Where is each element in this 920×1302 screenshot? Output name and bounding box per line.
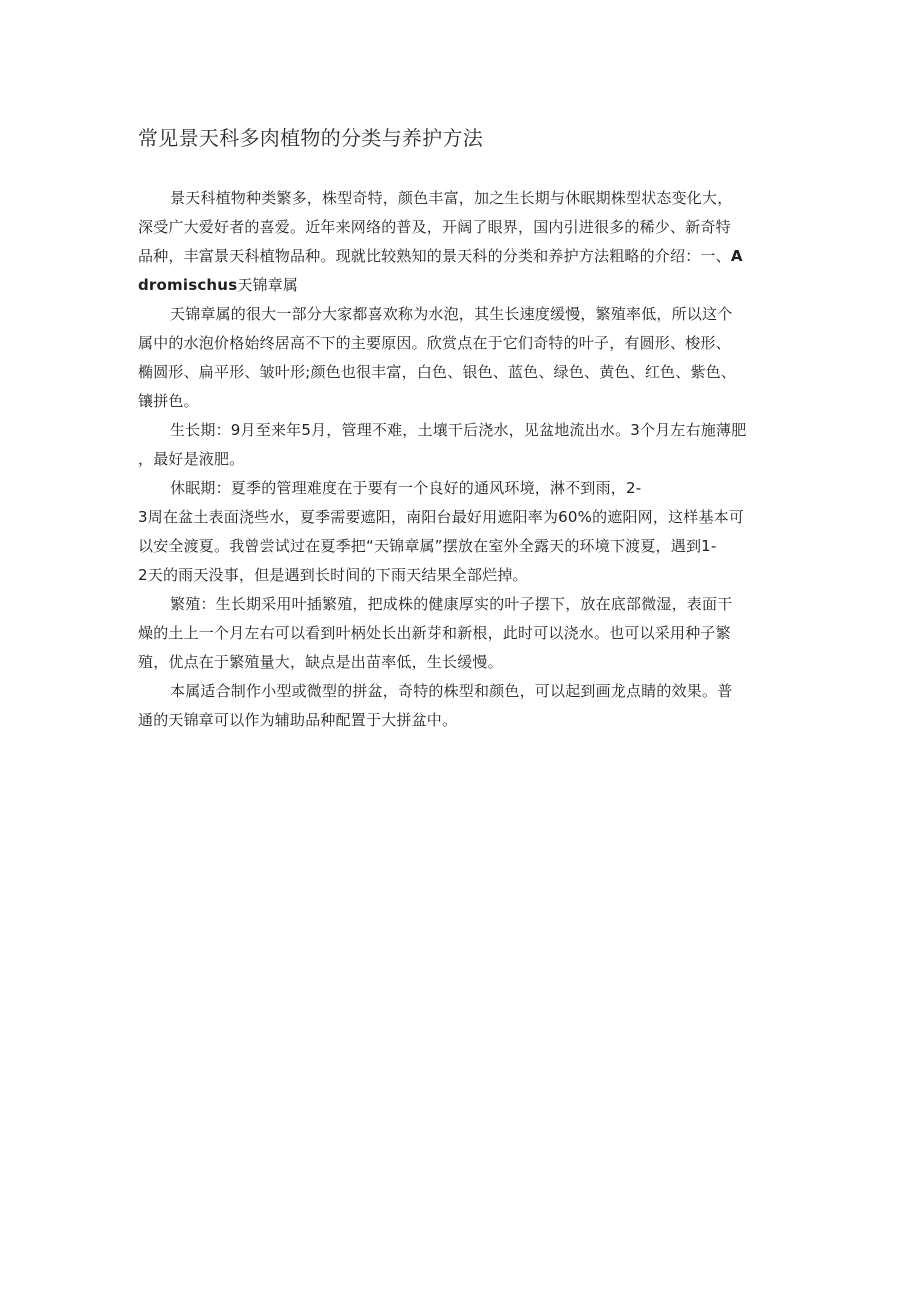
text-segment: 品种，丰富景天科植物品种。现就比较熟知的景天科的分类和养护方法粗略的介绍：一、 — [138, 247, 731, 265]
text-line: 休眠期：夏季的管理难度在于要有一个良好的通风环境，淋不到雨，2- — [170, 479, 642, 497]
genus-latin-name: dromischus — [138, 276, 238, 294]
text-line: 属中的水泡价格始终居高不下的主要原因。欣赏点在于它们奇特的叶子，有圆形、梭形、 — [138, 334, 731, 352]
text-line: 2天的雨天没事，但是遇到长时间的下雨天结果全部烂掉。 — [138, 566, 528, 584]
text-line: 繁殖：生长期采用叶插繁殖，把成株的健康厚实的叶子摆下，放在底部微湿，表面干 — [170, 595, 733, 613]
text-line: 生长期：9月至来年5月，管理不难，土壤干后浇水，见盆地流出水。3个月左右施薄肥 — [170, 421, 747, 439]
text-line: 通的天锦章可以作为辅助品种配置于大拼盆中。 — [138, 711, 458, 729]
text-line — [138, 271, 794, 300]
text-line: 本属适合制作小型或微型的拼盆，奇特的株型和颜色，可以起到画龙点睛的效果。普 — [170, 682, 733, 700]
document-title: 常见景天科多肉植物的分类与养护方法 — [138, 126, 484, 150]
text-line: 椭圆形、扁平形、皱叶形;颜色也很丰富，白色、银色、蓝色、绿色、黄色、红色、紫色、 — [138, 363, 737, 381]
text-line: 3周在盆土表面浇些水，夏季需要遮阳，南阳台最好用遮阳率为60%的遮阳网，这样基本可 — [138, 508, 745, 526]
text-line — [138, 242, 794, 271]
text-line: 景天科植物种类繁多，株型奇特，颜色丰富，加之生长期与休眠期株型状态变化大， — [170, 189, 733, 207]
genus-latin-initial: A — [730, 247, 743, 265]
genus-chinese-name: 天锦章属 — [237, 276, 299, 294]
text-line: 燥的土上一个月左右可以看到叶柄处长出新芽和新根，此时可以浇水。也可以采用种子繁 — [138, 624, 731, 642]
text-line: 以安全渡夏。我曾尝试过在夏季把“天锦章属”摆放在室外全露天的环境下渡夏，遇到1- — [138, 537, 717, 555]
text-line: 深受广大爱好者的喜爱。近年来网络的普及，开阔了眼界，国内引进很多的稀少、新奇特 — [138, 218, 731, 236]
text-line: 殖，优点在于繁殖量大，缺点是出苗率低，生长缓慢。 — [138, 653, 503, 671]
text-line: 镶拼色。 — [138, 392, 199, 410]
document-body — [138, 184, 794, 735]
text-line: ，最好是液肥。 — [138, 450, 245, 468]
text-line: 天锦章属的很大一部分大家都喜欢称为水泡，其生长速度缓慢，繁殖率低，所以这个 — [170, 305, 733, 323]
